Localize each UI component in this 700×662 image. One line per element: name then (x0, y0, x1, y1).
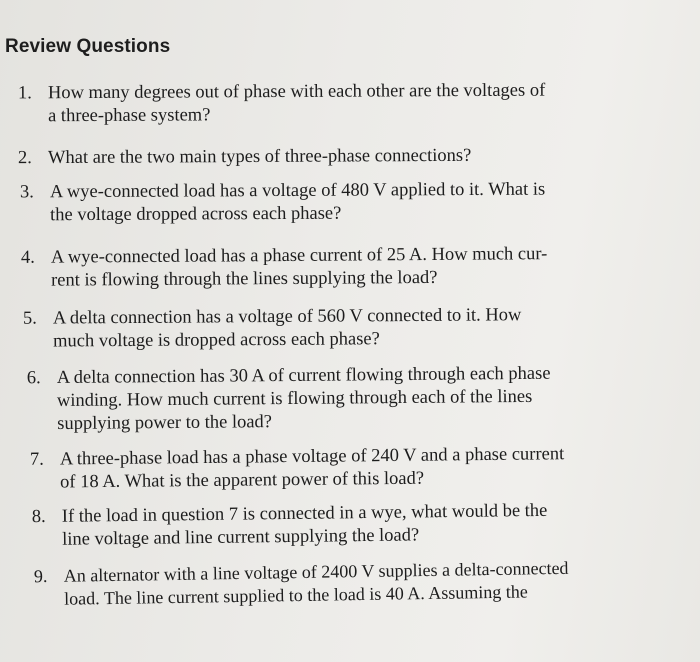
question-number: 8. (31, 506, 46, 528)
question-number: 4. (20, 247, 35, 268)
question-6 (27, 363, 551, 437)
question-1 (18, 80, 546, 129)
question-line: a three-phase system? (48, 105, 211, 127)
question-line: load. The line current supplied to the load is 40 A. Assuming the (64, 581, 528, 609)
question-number: 6. (26, 368, 41, 389)
question-line: A wye-connected load has a phase current of 25 A. How much cur- (50, 244, 548, 268)
question-line: supplying power to the load? (57, 412, 273, 435)
question-line: A wye-connected load has a voltage of 480 V applied to it. What is (49, 179, 546, 203)
question-number: 3. (19, 182, 34, 203)
question-line: A delta connection has a voltage of 560 V connected to it. How (52, 305, 522, 329)
question-2 (18, 145, 471, 170)
question-line: the voltage dropped across each phase? (50, 203, 342, 226)
question-line: of 18 A. What is the apparent power of this load? (60, 468, 425, 493)
question-5 (23, 304, 522, 353)
question-8 (32, 500, 548, 552)
question-line: much voltage is dropped across each phase? (53, 329, 380, 352)
question-number: 7. (29, 449, 44, 470)
question-3 (20, 179, 546, 228)
question-number: 5. (22, 308, 37, 329)
question-line: rent is flowing through the lines supplying the load? (51, 267, 438, 291)
question-line: What are the two main types of three-phase connections? (47, 145, 472, 169)
question-number: 1. (17, 83, 32, 104)
question-line: winding. How much current is flowing through each of the lines (56, 386, 533, 412)
question-line: A delta connection has 30 A of current flowing through each phase (56, 363, 551, 389)
question-line: An alternator with a line voltage of 2400 V supplies a delta-connected (63, 557, 569, 586)
question-number: 2. (17, 148, 32, 169)
question-4 (21, 243, 548, 293)
question-line: If the load in question 7 is connected in a wye, what would be the (61, 500, 548, 527)
question-line: A three-phase load has a phase voltage of 240 V and a phase current (59, 444, 565, 470)
question-7 (30, 443, 565, 495)
question-line: line voltage and line current supplying the load? (62, 525, 420, 550)
question-line: How many degrees out of phase with each other are the voltages of (47, 80, 546, 104)
section-heading: Review Questions (5, 36, 171, 57)
question-number: 9. (33, 565, 48, 587)
question-9 (34, 557, 569, 611)
